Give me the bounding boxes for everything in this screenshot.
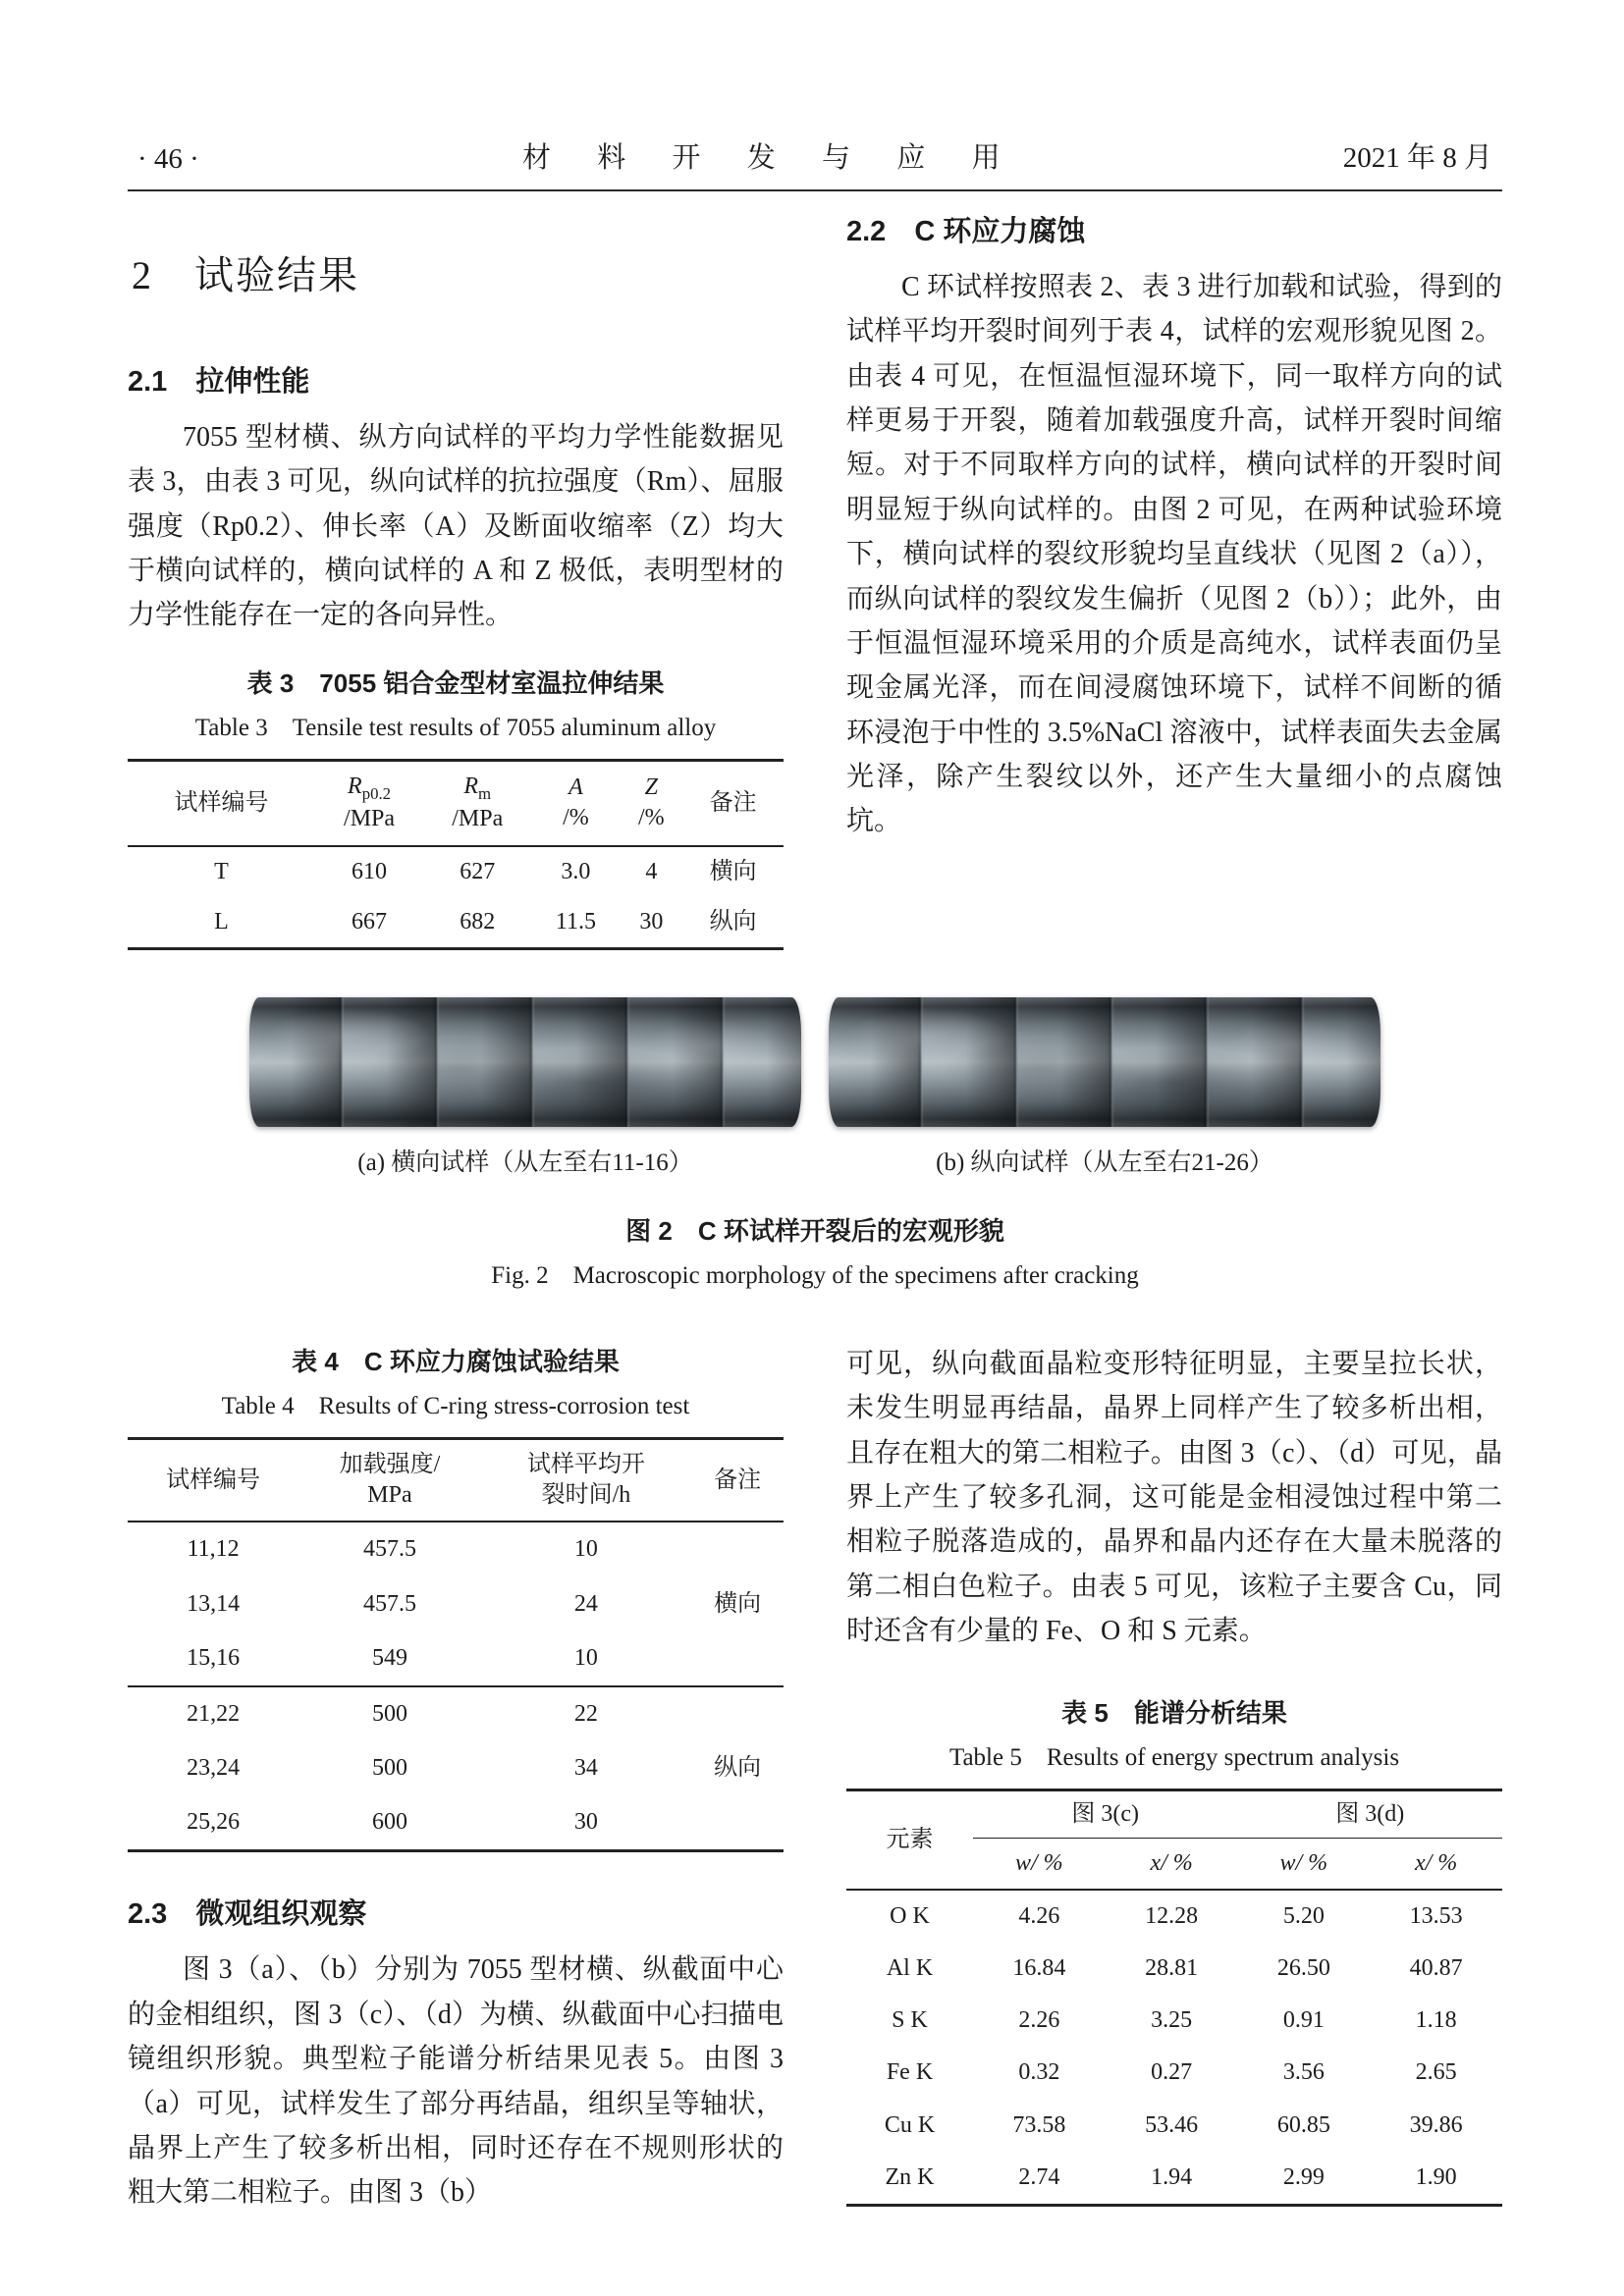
table3-col-rm: $R_m$ /MPa [423,760,531,845]
table-row: Cu K 73.58 53.46 60.85 39.86 [884,2111,1463,2138]
table-row: O K 4.26 12.28 5.20 13.53 [890,1902,1463,1929]
table5-col-w-d: w/ % [1237,1838,1370,1890]
section-2-3-title: 2.3 微观组织观察 [128,1898,367,1931]
table-row: 25,26 600 30 [187,1809,598,1836]
section-2-2-title: 2.2 C 环应力腐蚀 [846,216,1086,247]
table3-col-reduction: Z /% [620,760,682,845]
figure-2-caption-zh: 图 2 C 环试样开裂后的宏观形貌 [625,1215,1004,1246]
table4-col-note: 备注 [691,1438,784,1522]
specimen-photo-longitudinal [829,997,1380,1127]
table-row: T 610 627 3.0 4 横向 [214,858,757,884]
page-number: · 46 · [137,143,199,175]
section-2-3-paragraph: 图 3（a）、（b）分别为 7055 型材横、纵截面中心的金相组织，图 3（c）、（d）为横、纵截面中心扫描电镜组织形貌。典型粒子能谱分析结果见表 5。由图 3（a）可见，试样发生了部分再结晶，组织呈等轴状，晶界上产生了较多析出相，同时还存在不规则形状的粗大第二相粒子。由图 3（b） [128,1954,784,2209]
section-2-1-paragraph: 7055 型材横、纵方向试样的平均力学性能数据见表 3，由表 3 可见，纵向试样的抗拉强度（Rm）、屈服强度（Rp0.2）、伸长率（A）及断面收缩率（Z）均大于横向试样的，横向试样的 A 和 Z 极低，表明型材的力学性能存在一定的各向异性。 [128,422,784,631]
bottom-columns [128,1342,1502,2216]
table3-col-note: 备注 [682,760,784,845]
table-row: 23,24 500 34 [187,1755,598,1782]
table-row: L 667 682 11.5 30 纵向 [214,908,757,934]
table5-header-row-1 [846,1789,1502,1838]
table5-col-fig3c: 图 3(c) [973,1789,1238,1838]
table4-col-cracking-time: 试样平均开 裂时间/h [481,1438,691,1522]
table5-col-fig3d: 图 3(d) [1237,1789,1502,1838]
table-row: Fe K 0.32 0.27 3.56 2.65 [886,2059,1457,2086]
figure-2-caption-en: Fig. 2 Macroscopic morphology of the specimens after cracking [491,1261,1139,1289]
table-row: 11,12 457.5 10 横向 [128,1522,784,1576]
specimen-photo-transverse [249,997,801,1127]
table5-col-w-c: w/ % [973,1838,1106,1890]
table3-caption-en: Table 3 Tensile test results of 7055 aluminum alloy [194,714,717,741]
left-column-top [128,191,784,950]
table4-note-longitudinal: 纵向 [691,1686,784,1851]
table3-col-specimen: 试样编号 [128,760,315,845]
table-row: S K 2.26 3.25 0.91 1.18 [892,2007,1457,2034]
table-row: Zn K 2.74 1.94 2.99 1.90 [885,2163,1457,2190]
figure-2 [128,997,1502,1291]
table5-col-element: 元素 [846,1789,973,1890]
top-columns [128,191,1502,950]
table4-note-transverse: 横向 [714,1590,762,1617]
journal-title: 材 料 开 发 与 应 用 [522,142,1020,174]
figure-2b-caption: (b) 纵向试样（从左至右21-26） [936,1148,1273,1176]
figure-2-photos [128,997,1502,1178]
section-2-1-title: 2.1 拉伸性能 [128,366,310,398]
table5-col-x-d: x/ % [1370,1838,1502,1890]
table5-caption-zh: 表 5 能谱分析结果 [1061,1697,1287,1728]
table3-caption-zh: 表 3 7055 铝合金型材室温拉伸结果 [246,667,665,698]
table4-col-specimen: 试样编号 [128,1438,298,1522]
table5-col-x-c: x/ % [1106,1838,1238,1890]
table4-col-load: 加载强度/ MPa [298,1438,480,1522]
table-row: 21,22 500 22 纵向 [128,1686,784,1741]
page-header [128,135,1502,191]
table3-header-row [128,760,784,845]
table4-header-row [128,1438,784,1522]
figure-2b [829,997,1380,1178]
table3-col-rp02: $R_{p0.2}$ /MPa [315,760,423,845]
table-row: 13,14 457.5 24 [187,1590,598,1617]
table-row: 15,16 549 10 [187,1644,598,1671]
table4-caption-zh: 表 4 C 环应力腐蚀试验结果 [292,1346,620,1376]
section-2-title: 2 试验结果 [132,253,359,297]
table3 [128,759,784,950]
table4 [128,1437,784,1853]
right-column-bottom [846,1342,1502,2216]
table-row: Al K 16.84 28.81 26.50 40.87 [886,1955,1463,1982]
left-column-bottom [128,1342,784,2216]
table3-col-elongation: A /% [531,760,620,845]
figure-2a-caption: (a) 横向试样（从左至右11-16） [357,1148,693,1176]
right-column-top [846,191,1502,950]
table5-caption-en: Table 5 Results of energy spectrum analysis [948,1743,1400,1771]
issue-date: 2021 年 8 月 [1342,142,1492,174]
figure-2a [249,997,801,1178]
table5 [846,1789,1502,2208]
section-2-2-paragraph: C 环试样按照表 2、表 3 进行加载和试验，得到的试样平均开裂时间列于表 4，试样的宏观形貌见图 2。由表 4 可见，在恒温恒湿环境下，同一取样方向的试样更易于开裂，随着加载强度升高，试样开裂时间缩短。对于不同取样方向的试样，横向试样的开裂时间明显短于纵向试样的。由图 2 可见，在两种试验环境下，横向试样的裂纹形貌均呈直线状（见图 2（a）），而纵向试样的裂纹发生偏折（见图 2（b））；此外，由于恒温恒湿环境采用的介质是高纯水，试样表面仍呈现金属光泽，而在间浸腐蚀环境下，试样不间断的循环浸泡于中性的 3.5%NaCl 溶液中，试样表面失去金属光泽，除产生裂纹以外，还产生大量细小的点腐蚀坑。 [846,272,1502,837]
section-2-3-paragraph-continued: 可见，纵向截面晶粒变形特征明显，主要呈拉长状，未发生明显再结晶，晶界上同样产生了较多析出相，且存在粗大的第二相粒子。由图 3（c）、（d）可见，晶界上产生了较多孔洞，这可能是金相浸蚀过程中第二相粒子脱落造成的，晶界和晶内还存在大量未脱落的第二相白色粒子。由表 5 可见，该粒子主要含 Cu，同时还含有少量的 Fe、O 和 S 元素。 [846,1348,1502,1647]
table4-caption-en: Table 4 Results of C-ring stress-corrosion test [221,1392,690,1419]
